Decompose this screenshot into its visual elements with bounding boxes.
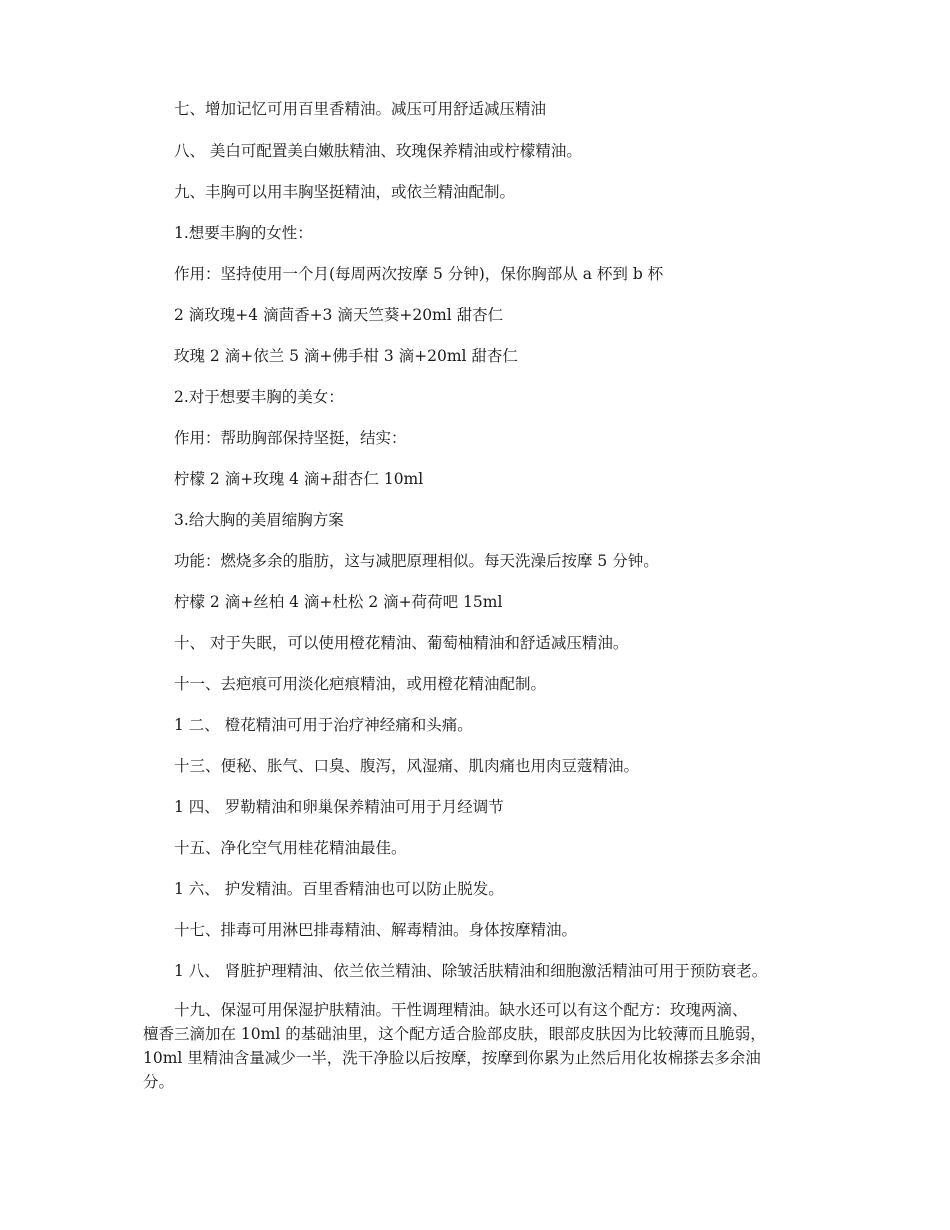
recipe-line: 柠檬 2 滴+玫瑰 4 滴+甜杏仁 10ml bbox=[174, 470, 424, 488]
text-line-13: 十三、便秘、胀气、口臭、腹泻，风湿痛、肌肉痛也用肉豆蔻精油。 bbox=[174, 757, 640, 775]
text-line-17: 十七、排毒可用淋巴排毒精油、解毒精油。身体按摩精油。 bbox=[174, 921, 578, 939]
text-line-11: 十一、去疤痕可用淡化疤痕精油，或用橙花精油配制。 bbox=[174, 675, 547, 693]
final-paragraph bbox=[143, 998, 823, 1094]
subheading-3: 3.给大胸的美眉缩胸方案 bbox=[174, 511, 344, 529]
text-line: 功能：燃烧多余的脂肪，这与减肥原理相似。每天洗澡后按摩 5 分钟。 bbox=[174, 552, 659, 570]
recipe-line: 柠檬 2 滴+丝柏 4 滴+杜松 2 滴+荷荷吧 15ml bbox=[174, 593, 503, 611]
text-line-14: 1 四、 罗勒精油和卵巢保养精油可用于月经调节 bbox=[174, 798, 504, 816]
subheading-2: 2.对于想要丰胸的美女： bbox=[174, 388, 344, 406]
text-line-15: 十五、净化空气用桂花精油最佳。 bbox=[174, 839, 407, 857]
subheading-1: 1.想要丰胸的女性： bbox=[174, 224, 313, 242]
paragraph-line: 十九、保湿可用保湿护肤精油。干性调理精油。缺水还可以有这个配方：玫瑰两滴、 bbox=[174, 1001, 748, 1019]
paragraph-line: 10ml 里精油含量减少一半，洗干净脸以后按摩，按摩到你累为止然后用化妆棉搽去多余油 bbox=[143, 1049, 761, 1067]
text-line-18: 1 八、 肾脏护理精油、依兰依兰精油、除皱活肤精油和细胞激活精油可用于预防衰老。 bbox=[174, 962, 768, 980]
text-line-7: 七、增加记忆可用百里香精油。减压可用舒适减压精油 bbox=[174, 100, 547, 118]
recipe-line: 玫瑰 2 滴+依兰 5 滴+佛手柑 3 滴+20ml 甜杏仁 bbox=[174, 347, 518, 365]
text-line-16: 1 六、 护发精油。百里香精油也可以防止脱发。 bbox=[174, 880, 504, 898]
recipe-line: 2 滴玫瑰+4 滴茴香+3 滴天竺葵+20ml 甜杏仁 bbox=[174, 306, 504, 324]
paragraph-line: 檀香三滴加在 10ml 的基础油里，这个配方适合脸部皮肤，眼部皮肤因为比较薄而且脆弱， bbox=[143, 1025, 766, 1043]
text-line-8: 八、 美白可配置美白嫩肤精油、玫瑰保养精油或柠檬精油。 bbox=[174, 142, 582, 160]
text-line-10: 十、 对于失眠，可以使用橙花精油、葡萄柚精油和舒适减压精油。 bbox=[174, 634, 629, 652]
text-line-9: 九、丰胸可以用丰胸坚挺精油，或依兰精油配制。 bbox=[174, 183, 516, 201]
text-line: 作用：帮助胸部保持坚挺，结实： bbox=[174, 429, 407, 447]
text-line-12: 1 二、 橙花精油可用于治疗神经痛和头痛。 bbox=[174, 716, 473, 734]
text-line: 作用：坚持使用一个月(每周两次按摩 5 分钟)，保你胸部从 a 杯到 b 杯 bbox=[174, 265, 664, 283]
paragraph-line: 分。 bbox=[143, 1073, 175, 1091]
